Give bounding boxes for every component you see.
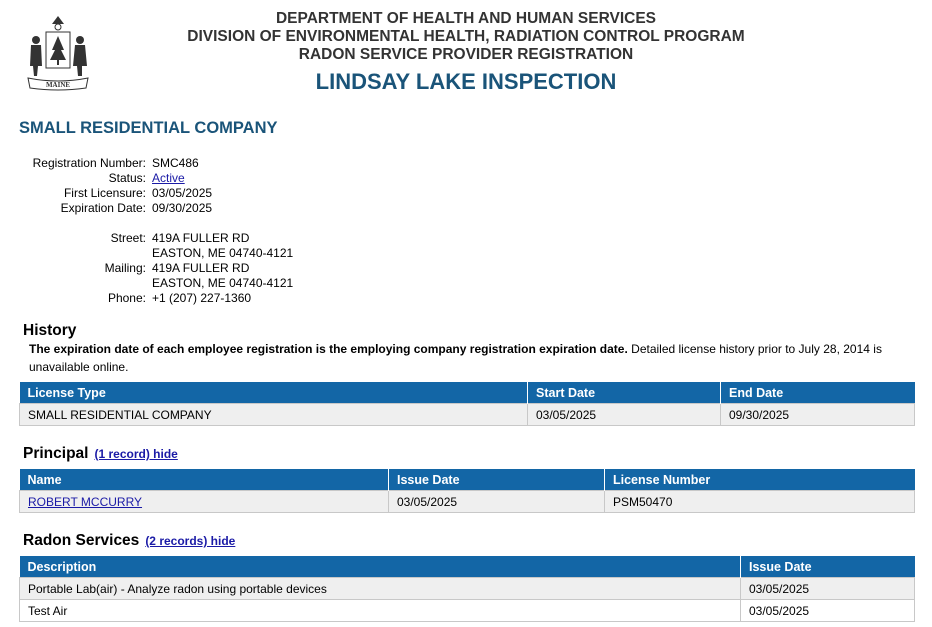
column-issue-date: Issue Date: [389, 469, 605, 491]
principal-heading: Principal (1 record) hide: [23, 445, 178, 462]
street-line1: 419A FULLER RD: [152, 231, 250, 245]
first-licensure-label: First Licensure:: [63, 186, 146, 200]
mailing-label: Mailing:: [104, 261, 146, 275]
mailing-line1: 419A FULLER RD: [152, 261, 250, 275]
status-label: Status:: [108, 171, 146, 185]
history-header-row: [20, 382, 915, 404]
history-note-rest: Detailed license history prior to July 28, 2014 is unavailable online.: [29, 342, 882, 374]
phone-value: +1 (207) 227-1360: [152, 291, 252, 305]
license-type-cell: SMALL RESIDENTIAL COMPANY: [20, 404, 528, 426]
radon-services-toggle-link[interactable]: (2 records) hide: [145, 534, 236, 548]
radon-services-header-row: [20, 556, 915, 578]
end-date-cell: 09/30/2025: [721, 404, 915, 426]
history-table: [19, 382, 915, 426]
principal-name-link[interactable]: ROBERT MCCURRY: [28, 494, 143, 509]
column-start-date: Start Date: [528, 382, 721, 404]
status-link[interactable]: Active: [152, 171, 185, 185]
registration-number-label: Registration Number:: [32, 156, 146, 170]
issue-date-cell: 03/05/2025: [741, 578, 915, 600]
issue-date-cell: 03/05/2025: [741, 600, 915, 622]
table-row: [20, 578, 915, 600]
column-description: Description: [20, 556, 741, 578]
company-type-heading: SMALL RESIDENTIAL COMPANY: [19, 119, 278, 137]
expiration-date-label: Expiration Date:: [60, 201, 146, 215]
column-end-date: End Date: [721, 382, 915, 404]
principal-header-row: [20, 469, 915, 491]
license-number-cell: PSM50470: [605, 491, 915, 513]
mailing-line2: EASTON, ME 04740-4121: [152, 276, 294, 290]
history-heading: History: [23, 322, 77, 339]
column-issue-date: Issue Date: [741, 556, 915, 578]
start-date-cell: 03/05/2025: [528, 404, 721, 426]
history-note: [29, 340, 914, 376]
division-heading: DIVISION OF ENVIRONMENTAL HEALTH, RADIATION CONTROL PROGRAM: [187, 28, 745, 45]
street-label: Street:: [110, 231, 146, 245]
issue-date-cell: 03/05/2025: [389, 491, 605, 513]
registration-number-value: SMC486: [152, 156, 199, 170]
radon-services-table: [19, 556, 915, 622]
company-info: [20, 156, 293, 306]
table-row: [20, 600, 915, 622]
table-row: [20, 491, 915, 513]
principal-table: [19, 469, 915, 513]
table-row: [20, 404, 915, 426]
radon-services-heading: Radon Services (2 records) hide: [23, 532, 236, 549]
department-heading: DEPARTMENT OF HEALTH AND HUMAN SERVICES: [275, 10, 657, 27]
description-cell: Test Air: [20, 600, 741, 622]
registration-heading: RADON SERVICE PROVIDER REGISTRATION: [298, 46, 634, 63]
principal-name-cell: [20, 491, 389, 513]
first-licensure-value: 03/05/2025: [152, 186, 213, 200]
page-title: LINDSAY LAKE INSPECTION: [315, 69, 617, 94]
street-line2: EASTON, ME 04740-4121: [152, 246, 294, 260]
column-license-number: License Number: [605, 469, 915, 491]
description-cell: Portable Lab(air) - Analyze radon using portable devices: [20, 578, 741, 600]
page-header: [0, 10, 932, 95]
column-license-type: License Type: [20, 382, 528, 404]
column-name: Name: [20, 469, 389, 491]
seal-banner-text: MAINE: [45, 81, 71, 89]
expiration-date-value: 09/30/2025: [152, 201, 213, 215]
principal-toggle-link[interactable]: (1 record) hide: [94, 447, 178, 461]
phone-label: Phone:: [107, 291, 146, 305]
history-note-bold: The expiration date of each employee registration is the employing company registration expiration date.: [29, 342, 628, 356]
